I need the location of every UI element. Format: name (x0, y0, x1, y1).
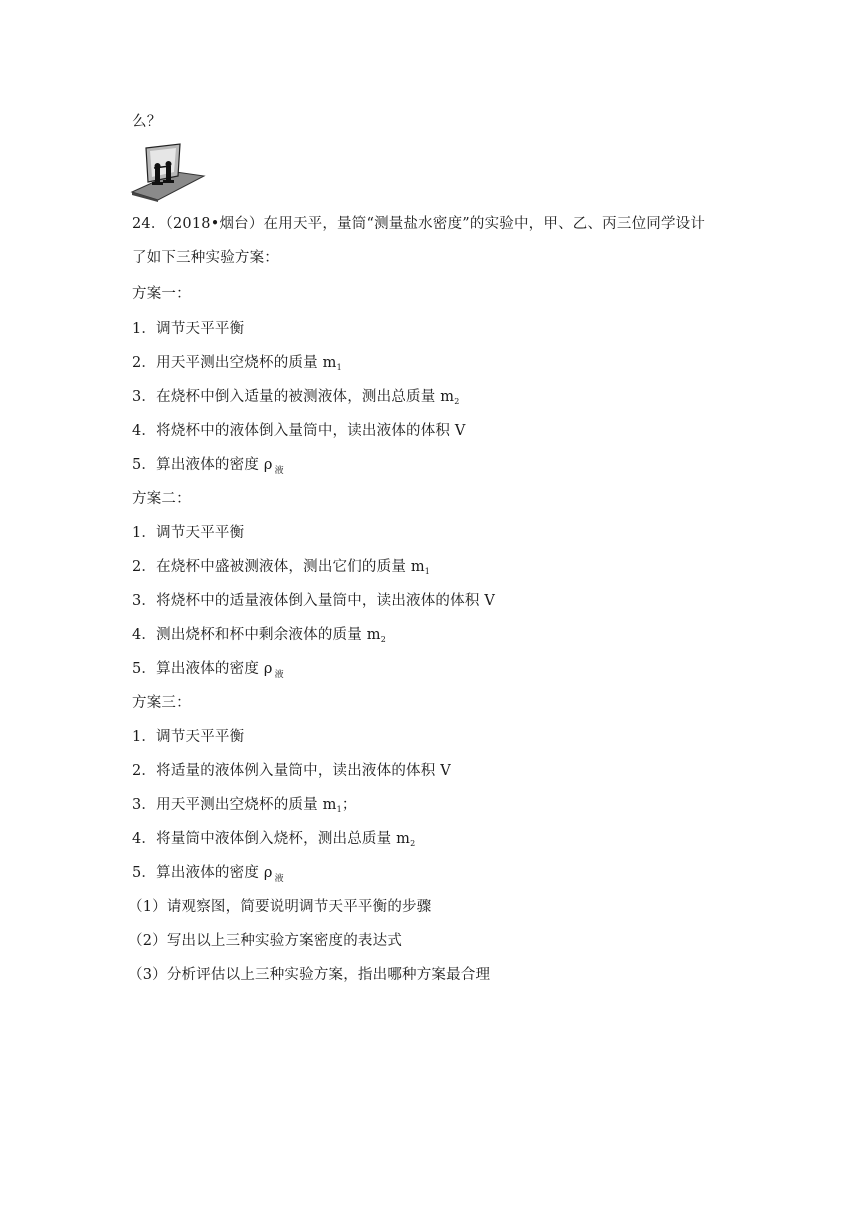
sub-question-1: （1）请观察图，简要说明调节天平平衡的步骤 (128, 899, 432, 915)
plan1-step-1: 1．调节天平平衡 (132, 321, 245, 337)
plan1-step-4: 4．将烧杯中的液体倒入量筒中，读出液体的体积 V (132, 423, 466, 439)
top-fragment: 么？ (132, 114, 162, 130)
plan2-title: 方案二： (132, 491, 191, 507)
plan3-step-5: 5．算出液体的密度 ρ $_液$ (132, 865, 284, 884)
plan3-step-1: 1．调节天平平衡 (132, 729, 245, 745)
plan3-step-2: 2．将适量的液体例入量筒中，读出液体的体积 V (132, 763, 451, 779)
plan2-step-1: 1．调节天平平衡 (132, 525, 245, 541)
plan1-step-3: 3．在烧杯中倒入适量的被测液体，测出总质量 $m_2$ (132, 389, 460, 406)
plan2-step-4: 4．测出烧杯和杯中剩余液体的质量 $m_2$ (132, 627, 386, 644)
question-line-2: 了如下三种实验方案： (132, 250, 279, 266)
balance-figure (128, 142, 206, 202)
sub-question-3: （3）分析评估以上三种实验方案，指出哪种方案最合理 (128, 967, 491, 983)
sub-question-2: （2）写出以上三种实验方案密度的表达式 (128, 933, 403, 949)
plan2-step-3: 3．将烧杯中的适量液体倒入量筒中，读出液体的体积 V (132, 593, 496, 609)
question-line-1: 24．（2018•烟台）在用天平，量筒“测量盐水密度”的实验中，甲、乙、丙三位同学设计 (132, 216, 706, 232)
plan2-step-2: 2．在烧杯中盛被测液体，测出它们的质量 $m_1$ (132, 559, 431, 576)
plan1-step-5: 5．算出液体的密度 ρ $_液$ (132, 457, 284, 476)
plan3-title: 方案三： (132, 695, 191, 711)
plan3-step-3: 3．用天平测出空烧杯的质量 $m_1$； (132, 797, 357, 814)
plan3-step-4: 4．将量筒中液体倒入烧杯，测出总质量 $m_2$ (132, 831, 416, 848)
plan1-title: 方案一： (132, 286, 191, 302)
plan1-step-2: 2．用天平测出空烧杯的质量 $m_1$ (132, 355, 342, 372)
plan2-step-5: 5．算出液体的密度 ρ $_液$ (132, 661, 284, 680)
